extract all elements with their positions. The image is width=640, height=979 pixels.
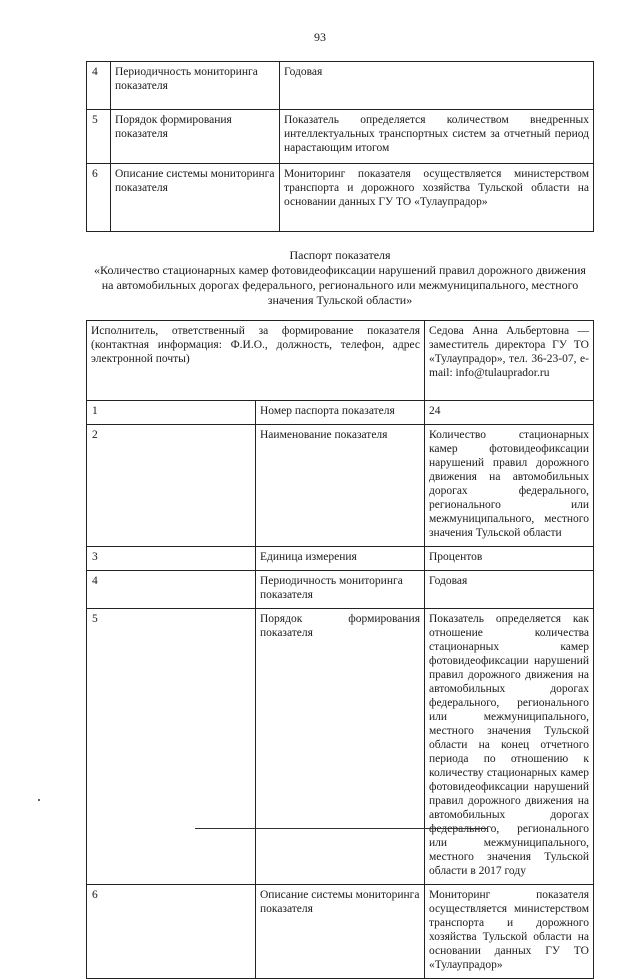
footer-rule [195,828,487,829]
row-value: Годовая [425,571,594,609]
scan-speck [38,799,40,801]
indicator-table-continued [86,61,594,232]
table-row [87,571,594,609]
row-number: 5 [87,609,256,885]
row-number: 6 [87,885,256,979]
row-label: Периодичность мониторинга показателя [111,62,280,110]
table-row [87,164,594,232]
row-number: 2 [87,425,256,547]
row-value: Показатель определяется как отношение количества стационарных камер фотовидеофиксации нарушений правил дорожного движения на автомобильных дорогах федерального, регионального или межмуниципального, местного значения Тульской области на конец отчетного периода по отношению к количеству стационарных камер фотовидеофиксации нарушений правил дорожного движения на автомобильных дорогах федерального, регионального или межмуниципального, местного значения Тульской области в 2017 году [425,609,594,885]
row-label: Порядок формирования показателя [256,609,425,885]
row-label: Периодичность мониторинга показателя [256,571,425,609]
executor-row [87,321,594,401]
row-value: Количество стационарных камер фотовидеофиксации нарушений правил дорожного движения на автомобильных дорогах федерального, регионального или межмуниципального, местного значения Тульской области [425,425,594,547]
row-label: Единица измерения [256,547,425,571]
row-number: 6 [87,164,111,232]
row-number: 5 [87,110,111,164]
table-row [87,547,594,571]
row-value: Процентов [425,547,594,571]
row-label: Номер паспорта показателя [256,401,425,425]
row-value: Годовая [280,62,594,110]
table-row [87,609,594,885]
row-number: 4 [87,571,256,609]
row-value: 24 [425,401,594,425]
page-number: 93 [314,30,326,44]
row-number: 3 [87,547,256,571]
table-row [87,425,594,547]
table-row [87,110,594,164]
passport-heading: Паспорт показателя [289,248,391,262]
executor-value: Седова Анна Альбертовна — заместитель директора ГУ ТО «Тулаупрадор», тел. 36-23-07, e-mail: info@tulauprador.ru [425,321,594,401]
table-row [87,401,594,425]
passport-title: «Количество стационарных камер фотовидеофиксации нарушений правил дорожного движения на автомобильных дорогах федерального, регионального или межмуниципального, местного значения Тульской области» [94,263,586,307]
row-value: Мониторинг показателя осуществляется министерством транспорта и дорожного хозяйства Тульской области на основании данных ГУ ТО «Тулаупрадор» [280,164,594,232]
executor-label: Исполнитель, ответственный за формирование показателя (контактная информация: Ф.И.О., должность, телефон, адрес электронной почты) [87,321,425,401]
row-label: Наименование показателя [256,425,425,547]
row-label: Описание системы мониторинга показателя [256,885,425,979]
table-row [87,62,594,110]
indicator-passport-table [86,320,594,979]
row-number: 4 [87,62,111,110]
row-value: Показатель определяется количеством внедренных интеллектуальных транспортных систем за отчетный период нарастающим итогом [280,110,594,164]
row-value: Мониторинг показателя осуществляется министерством транспорта и дорожного хозяйства Тульской области на основании данных ГУ ТО «Тулаупрадор» [425,885,594,979]
table-row [87,885,594,979]
row-label: Порядок формирования показателя [111,110,280,164]
row-label: Описание системы мониторинга показателя [111,164,280,232]
passport-caption [90,248,590,308]
row-number: 1 [87,401,256,425]
